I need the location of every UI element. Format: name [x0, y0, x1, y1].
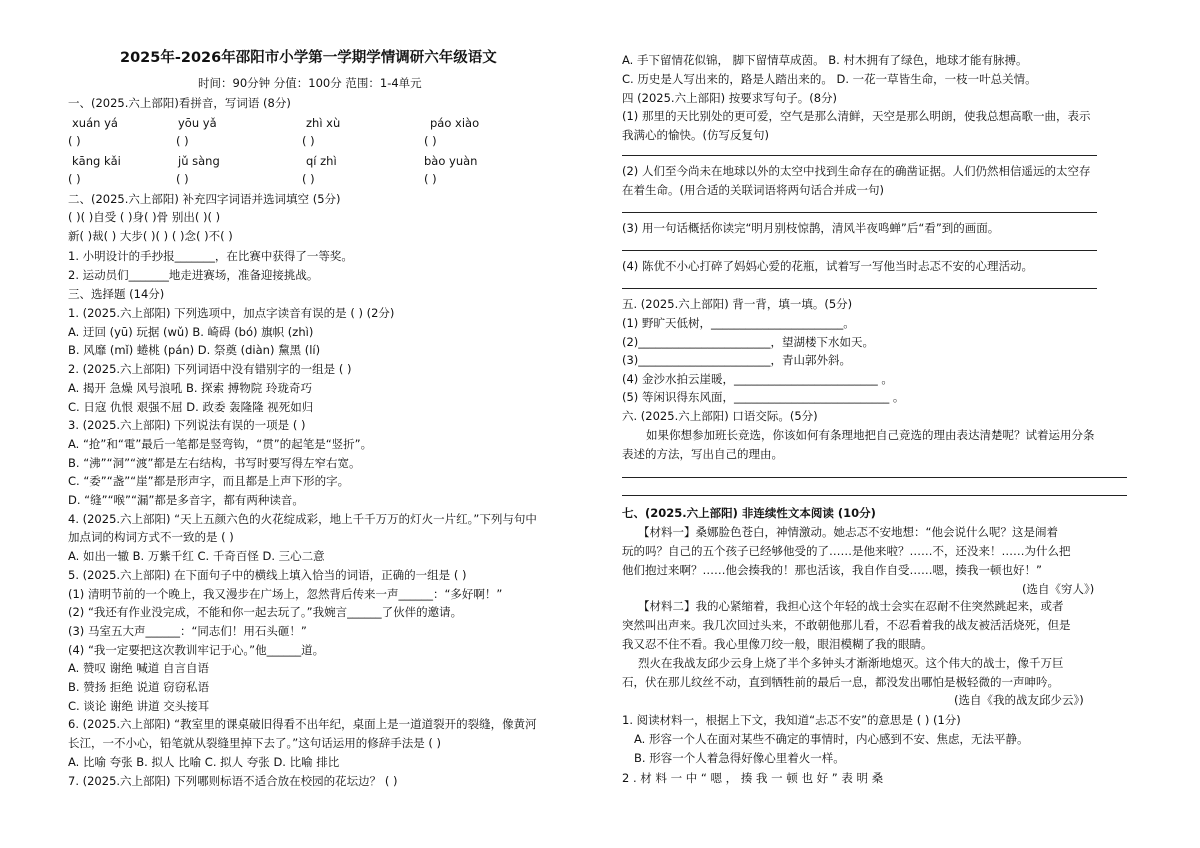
- q7-option-cd: C. 历史是人写出来的，路是人踏出来的。 D. 一花一草皆生命，一枝一叶总关情。: [622, 72, 1037, 86]
- s4-q2b: 在着生命。(用合适的关联词语将两句话合并成一句): [622, 183, 884, 197]
- answer-box[interactable]: ( ): [424, 172, 437, 186]
- pinyin-8: bào yuàn: [424, 154, 478, 168]
- answer-line[interactable]: [622, 477, 1127, 478]
- section-7-heading: 七、(2025.六上部阳) 非连续性文本阅读 (10分): [622, 506, 876, 520]
- pinyin-2: yōu yǎ: [178, 116, 217, 130]
- answer-line[interactable]: [622, 288, 1097, 289]
- s3-line: A. 比喻 夸张 B. 拟人 比喻 C. 拟人 夸张 D. 比喻 排比: [68, 754, 340, 769]
- answer-box[interactable]: ( ): [68, 172, 81, 186]
- s7-q1-option-a[interactable]: A. 形容一个人在面对某些不确定的事情时，内心感到不安、焦虑，无法平静。: [634, 732, 1029, 746]
- answer-line[interactable]: [622, 155, 1097, 156]
- section-4-heading: 四 (2025.六上部阳) 按要求写句子。(8分): [622, 91, 837, 105]
- s3-line: 长江，一不小心，铅笔就从裂缝里掉下去了。”这句话运用的修辞手法是 ( ): [68, 736, 441, 751]
- s5-line: (4) 金沙水拍云崖暖，_________________________ 。: [622, 371, 893, 386]
- exam-title: 2025年-2026年邵阳市小学第一学期学情调研六年级语文: [120, 50, 497, 66]
- s3-line: 1. (2025.六上部阳) 下列选项中，加点字读音有误的是 ( ) (2分): [68, 306, 395, 320]
- s3-line: 6. (2025.六上部阳) “教室里的课桌破旧得看不出年纪，桌面上是一道道裂开的裂缝，像黄河: [68, 717, 537, 732]
- s3-line: B. “沸”“洞”“渡”都是左右结构，书写时要写得左窄右宽。: [68, 455, 361, 470]
- s7-q2: 2 . 材 料 一 中 “ 嗯 ， 揍 我 一 顿 也 好 ” 表 明 桑: [622, 771, 884, 785]
- answer-line[interactable]: [622, 250, 1097, 251]
- s3-line: 加点词的构词方式不一致的是 ( ): [68, 530, 234, 545]
- s7-q1-option-b[interactable]: B. 形容一个人着急得好像心里着火一样。: [634, 751, 845, 765]
- s6-para-2: 表述的方法，写出自己的理由。: [622, 447, 783, 461]
- s3-line: (1) 清明节前的一个晚上，我又漫步在广场上，忽然背后传来一声______：“多好啊！”: [68, 586, 503, 601]
- s3-line: 7. (2025.六上部阳) 下列哪则标语不适合放在校园的花坛边？ ( ): [68, 773, 398, 788]
- s3-line: 5. (2025.六上部阳) 在下面句子中的横线上填入恰当的词语，正确的一组是 ( ): [68, 567, 467, 582]
- pinyin-1: xuán yá: [72, 116, 118, 130]
- pinyin-4: páo xiào: [430, 116, 480, 130]
- s4-q3: (3) 用一句话概括你读完“明月别枝惊鹊，清风半夜鸣蝉”后“看”到的画面。: [622, 221, 1000, 235]
- s3-line: 4. (2025.六上部阳) “天上五颜六色的火花绽成彩，地上千千万万的灯火一片红。”下列与句中: [68, 511, 537, 526]
- s3-line: 2. (2025.六上部阳) 下列词语中没有错别字的一组是 ( ): [68, 362, 352, 377]
- idiom-row-2[interactable]: 新( )裁( ) 大步( )( ) ( )念( )不( ): [68, 229, 233, 243]
- m2-line: 烈火在我战友邱少云身上烧了半个多钟头才渐渐地熄灭。这个伟大的战士，像千万巨: [638, 656, 1064, 670]
- s5-line: (3)_______________________，青山郭外斜。: [622, 353, 852, 367]
- m2-line: 突然叫出声来。我几次回过头来，不敢朝他那儿看，不忍看着我的战友被活活烧死，但是: [622, 618, 1071, 632]
- s5-line: (5) 等闲识得东风面，___________________________ 。: [622, 390, 905, 404]
- s3-line: B. 风靡 (mǐ) 蜷桃 (pán) D. 祭奠 (diàn) 黧黑 (lí): [68, 343, 321, 358]
- m2-line: 【材料二】我的心紧缩着，我担心这个年轻的战士会实在忍耐不住突然跳起来，或者: [638, 599, 1064, 613]
- m1-line: 他们抱过来啊？……他会揍我的！那也活该，我自作自受……嗯，揍我一顿也好！”: [622, 563, 1042, 577]
- s4-q1b: 我满心的愉快。(仿写反复句): [622, 128, 769, 142]
- answer-box[interactable]: ( ): [424, 134, 437, 148]
- s3-line: A. 如出一辙 B. 万紫千红 C. 千奇百怪 D. 三心二意: [68, 549, 325, 564]
- s4-q2a: (2) 人们至今尚未在地球以外的太空中找到生命存在的确凿证据。人们仍然相信遥远的太空存: [622, 164, 1091, 178]
- pinyin-7: qí zhì: [306, 154, 337, 168]
- s3-line: C. “委”“盏”“崖”都是形声字，而且都是上声下形的字。: [68, 474, 350, 489]
- s3-line: A. 赞叹 谢绝 喊道 自言自语: [68, 661, 209, 676]
- fill-q2[interactable]: 2. 运动员们_______地走进赛场，准备迎接挑战。: [68, 268, 319, 282]
- pinyin-6: jǔ sàng: [178, 154, 220, 168]
- s3-line: (2) “我还有作业没完成，不能和你一起去玩了。”我婉言______了伙伴的邀请。: [68, 605, 463, 620]
- answer-box[interactable]: ( ): [176, 134, 189, 148]
- m2-line: 石，伏在那儿纹丝不动，直到牺牲前的最后一息，都没发出哪怕是极轻微的一声呻吟。: [622, 675, 1059, 689]
- section-1-heading: 一、(2025.六上部阳)看拼音，写词语 (8分): [68, 96, 291, 110]
- idiom-row-1[interactable]: ( )( )自受 ( )身( )骨 别出( )( ): [68, 210, 221, 224]
- s7-q1: 1. 阅读材料一，根据上下文，我知道“忐忑不安”的意思是 ( ) (1分): [622, 713, 961, 727]
- fill-q1[interactable]: 1. 小明设计的手抄报_______，在比赛中获得了一等奖。: [68, 249, 353, 263]
- answer-line[interactable]: [622, 495, 1127, 496]
- s5-line: (1) 野旷天低树，_______________________。: [622, 316, 855, 330]
- s3-line: B. 赞扬 拒绝 说道 窃窃私语: [68, 680, 210, 694]
- exam-meta: 时间：90分钟 分值：100分 范围：1-4单元: [198, 76, 422, 90]
- s3-line: 3. (2025.六上部阳) 下列说法有误的一项是 ( ): [68, 418, 306, 433]
- s3-line: (3) 马室五大声______：“同志们！用石头砸！”: [68, 623, 307, 638]
- s3-line: C. 日寇 仇恨 艰强不屈 D. 政委 轰隆隆 视死如归: [68, 399, 314, 414]
- s3-line: A. “抢”和“電”最后一笔都是竖弯钩，“贯”的起笔是“竖折”。: [68, 436, 373, 451]
- section-3-heading: 三、选择题 (14分): [68, 287, 165, 301]
- answer-box[interactable]: ( ): [302, 172, 315, 186]
- m2-line: 我又忍不住不看。我心里像刀绞一般，眼泪模糊了我的眼睛。: [622, 637, 933, 651]
- pinyin-5: kāng kǎi: [72, 154, 121, 168]
- m1-line: 玩的吗？自己的五个孩子已经够他受的了……是他来啦？……不，还没来！……为什么把: [622, 544, 1071, 558]
- answer-box[interactable]: ( ): [302, 134, 315, 148]
- s3-line: C. 谈论 谢绝 讲道 交头接耳: [68, 698, 210, 713]
- s4-q1a: (1) 那里的天比别处的更可爱，空气是那么清鲜，天空是那么明朗，使我总想高歌一曲，表示: [622, 109, 1091, 123]
- s5-line: (2)_______________________，望湖楼下水如天。: [622, 334, 875, 349]
- material-2-source: (选自《我的战友邱少云》): [954, 693, 1084, 707]
- s3-line: A. 揭开 急燥 风号浪吼 B. 探索 搏物院 玲珑奇巧: [68, 380, 312, 395]
- s3-line: D. “缝”“喉”“漏”都是多音字，都有两种读音。: [68, 493, 304, 507]
- section-2-heading: 二、(2025.六上部阳) 补充四字词语并选词填空 (5分): [68, 192, 341, 206]
- section-6-heading: 六. (2025.六上部阳) 口语交际。(5分): [622, 409, 818, 423]
- m1-line: 【材料一】桑娜脸色苍白，神情激动。她忐忑不安地想：“他会说什么呢？这是闹着: [638, 525, 1058, 539]
- s6-para-1: 如果你想参加班长竞选，你该如何有条理地把自己竞选的理由表达清楚呢？试着运用分条: [646, 428, 1095, 442]
- s3-line: (4) “我一定要把这次教训牢记于心。”他______道。: [68, 642, 325, 657]
- s4-q4: (4) 陈优不小心打碎了妈妈心爱的花瓶，试着写一写他当时忐忑不安的心理活动。: [622, 259, 1033, 273]
- section-5-heading: 五. (2025.六上部阳) 背一背，填一填。(5分): [622, 297, 853, 311]
- s3-line: A. 迂回 (yū) 玩据 (wǔ) B. 崎碍 (bó) 旗帜 (zhì): [68, 324, 314, 339]
- pinyin-3: zhì xù: [306, 116, 341, 130]
- q7-option-ab: A. 手下留情花似锦， 脚下留情草成茵。 B. 村木拥有了绿色，地球才能有脉搏。: [622, 53, 1028, 67]
- answer-line[interactable]: [622, 212, 1097, 213]
- answer-box[interactable]: ( ): [68, 134, 81, 148]
- answer-box[interactable]: ( ): [176, 172, 189, 186]
- material-1-source: (选自《穷人》): [1022, 582, 1095, 596]
